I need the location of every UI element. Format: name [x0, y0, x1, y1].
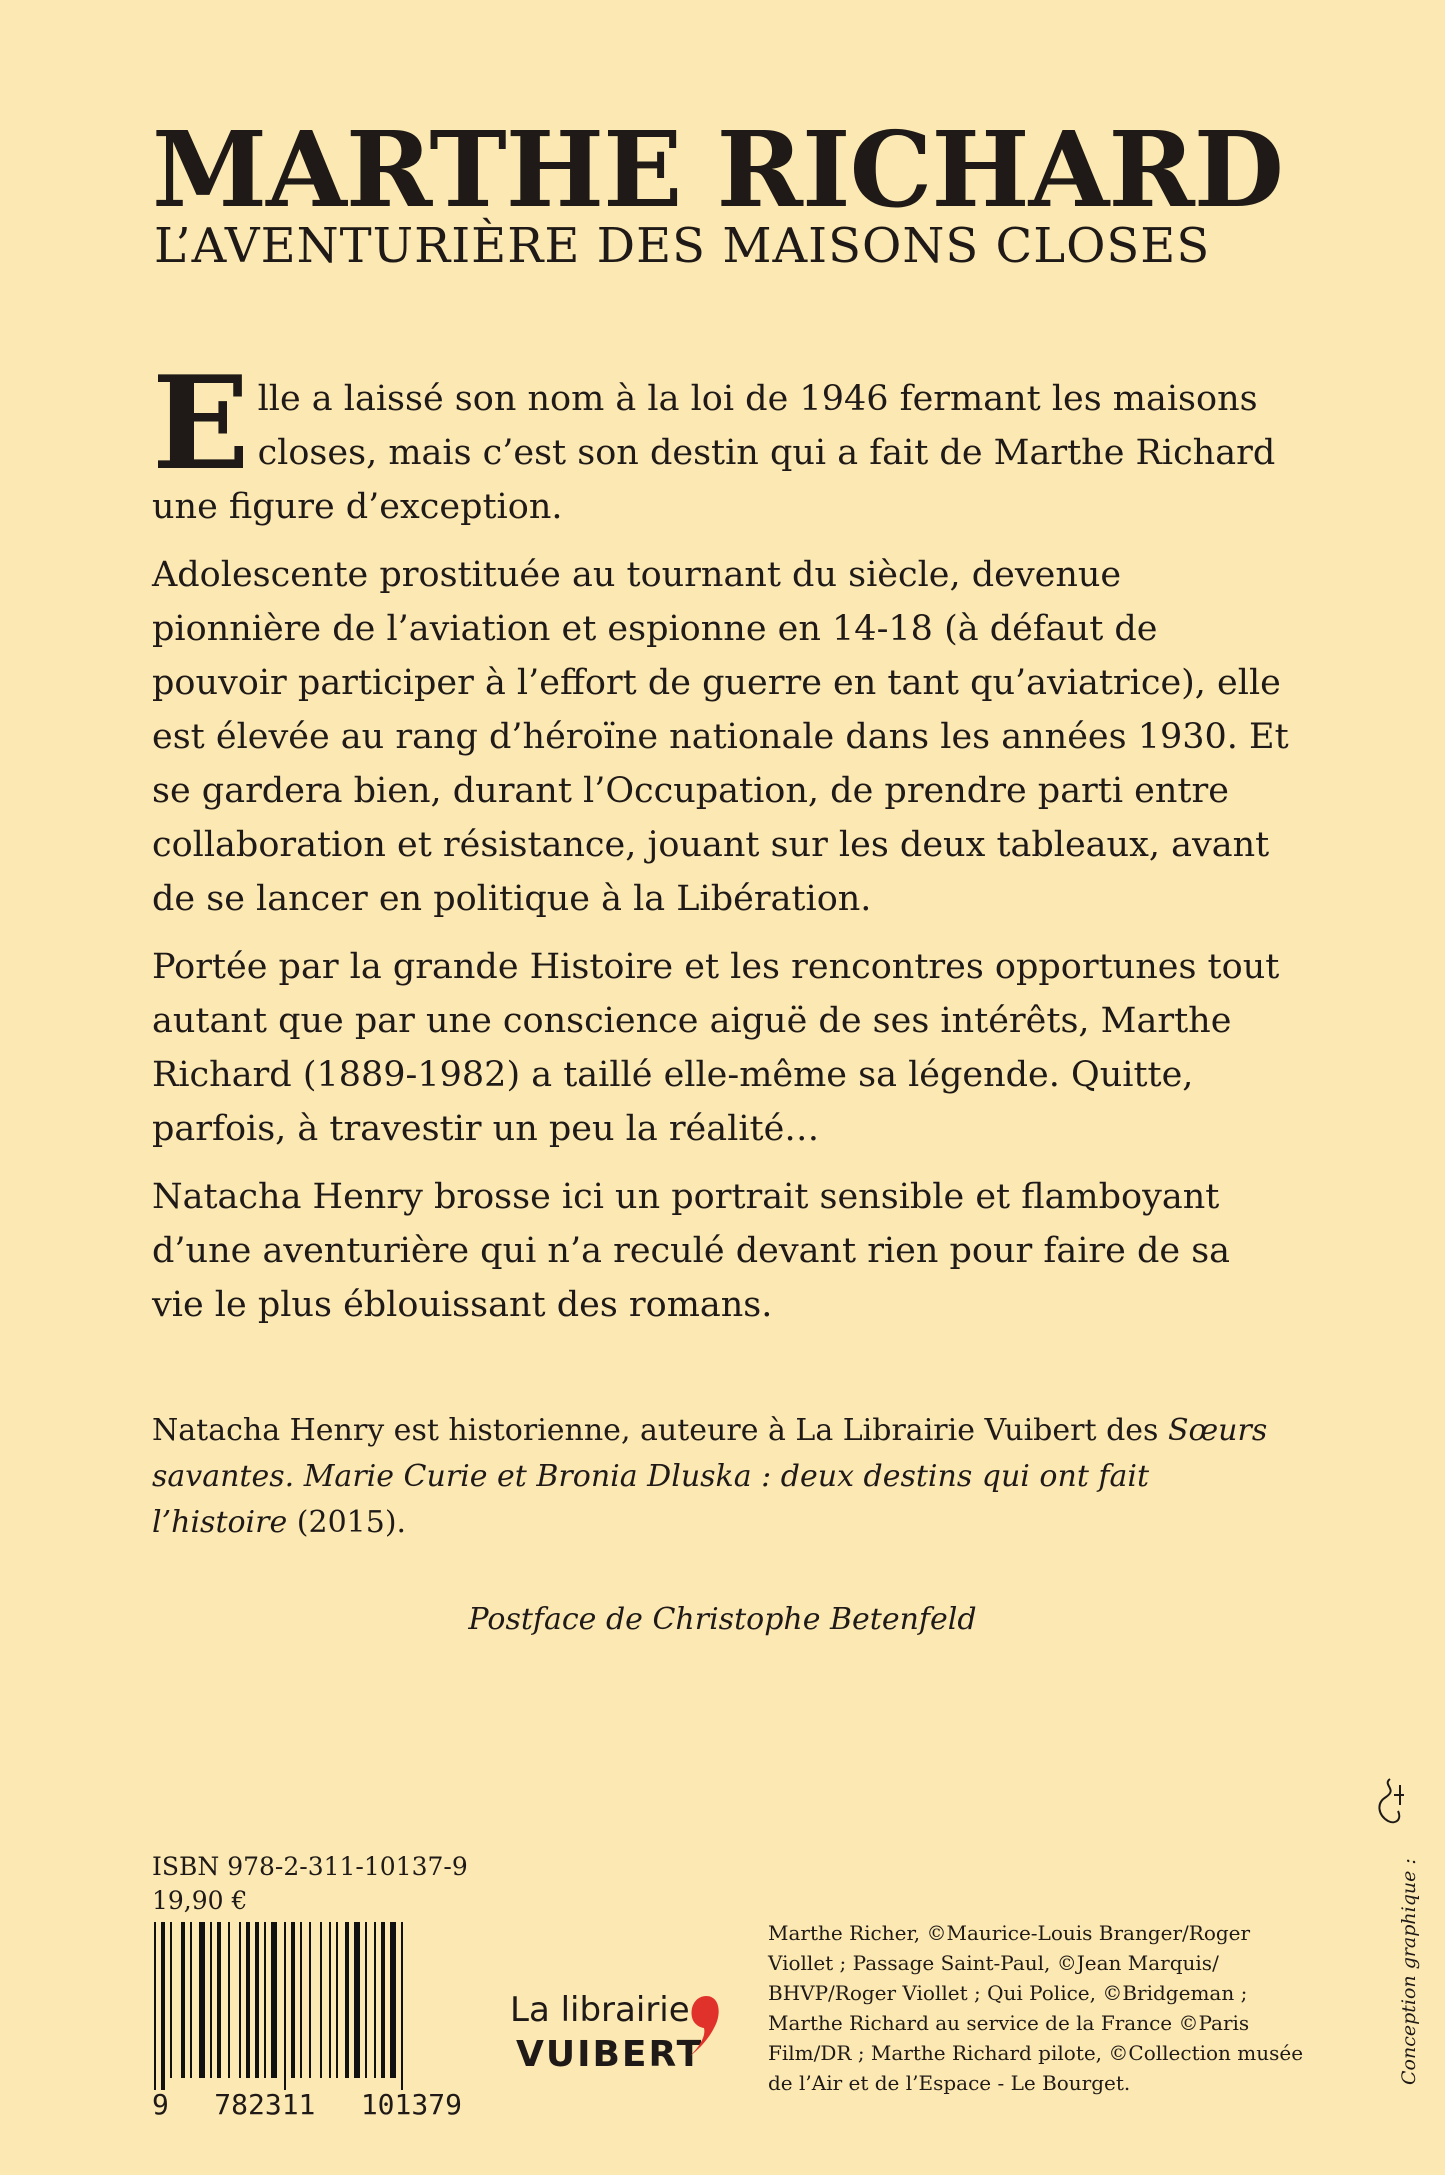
barcode-bar	[232, 1922, 238, 2078]
barcode-bar	[167, 1922, 169, 2078]
barcode-bar	[291, 1922, 295, 2078]
barcode-bar	[214, 1922, 216, 2078]
barcode-bar	[261, 1922, 263, 2078]
intro-paragraph	[152, 349, 1292, 534]
barcode-bar	[288, 1922, 290, 2090]
barcode-bar	[181, 1922, 185, 2078]
barcode-bar	[369, 1922, 373, 2078]
barcode-bar	[362, 1922, 364, 2078]
barcode-digit-group: 101379	[360, 2088, 462, 2121]
author-bio	[152, 1408, 1292, 1546]
barcode-digit-group: 782311	[214, 2088, 316, 2121]
barcode-bar	[320, 1922, 322, 2078]
author-bio-lead: Natacha Henry est historienne, auteure à La Librairie Vuibert des	[152, 1413, 1168, 1448]
barcode-bar	[170, 1922, 172, 2078]
barcode-bar	[268, 1922, 270, 2078]
postface-credit: Postface de Christophe Betenfeld	[468, 1602, 977, 1637]
barcode-bar	[207, 1922, 209, 2078]
isbn-block	[152, 1850, 468, 1918]
barcode-bar	[284, 1922, 286, 2090]
barcode-bar	[340, 1922, 344, 2078]
barcode	[152, 1922, 462, 2090]
barcode-bar	[336, 1922, 338, 2078]
barcode-bar	[390, 1922, 396, 2078]
barcode-bar	[378, 1922, 380, 2078]
publisher-logo-line2: VUIBERT	[516, 2034, 704, 2075]
barcode-bar	[194, 1922, 198, 2078]
barcode-bar	[398, 1922, 400, 2090]
blurb-paragraph: Adolescente prostituée au tournant du siècle, devenue pionnière de l’aviation et espionne en 14-18 (à défaut de pouvoir participer à l’effort de guerre en tant qu’aviatrice), elle est élevée au rang d’héroïne nationale dans les années 1930. Et se gardera bien, durant l’Occupation, de prendre parti entre collaboration et résistance, jouant sur les deux tableaux, avant de se lancer en politique à la Libération.	[152, 555, 1289, 919]
barcode-bar	[351, 1922, 353, 2078]
barcode-bar	[309, 1922, 311, 2078]
barcode-bar	[300, 1922, 302, 2078]
drop-cap: E	[152, 349, 250, 499]
barcode-bar	[161, 1922, 165, 2090]
barcode-bar	[387, 1922, 389, 2078]
barcode-bar	[252, 1922, 254, 2078]
publisher-logo-line1: La librairie	[510, 1990, 690, 2030]
price: 19,90 €	[152, 1886, 248, 1915]
blurb	[152, 349, 1292, 1346]
barcode-bar	[381, 1922, 385, 2078]
barcode-bar	[365, 1922, 367, 2078]
barcode-bar	[243, 1922, 245, 2078]
barcode-digit-group: 9	[152, 2088, 169, 2121]
barcode-bar	[345, 1922, 349, 2078]
barcode-bar	[271, 1922, 277, 2078]
barcode-bar	[199, 1922, 205, 2078]
book-subtitle: L’AVENTURIÈRE DES MAISONS CLOSES	[154, 218, 1211, 274]
barcode-bar	[297, 1922, 299, 2078]
barcode-bar	[228, 1922, 230, 2078]
publisher-comma-icon	[686, 1992, 726, 2062]
blurb-paragraph: Portée par la grande Histoire et les rencontres opportunes tout autant que par une conscience aiguë de ses intérêts, Marthe Richard (1889-1982) a taillé elle-même sa légende. Quitte, parfois, à travestir un peu la réalité…	[152, 947, 1280, 1149]
barcode-bar	[304, 1922, 308, 2078]
barcode-bar	[158, 1922, 160, 2090]
barcode-bar	[354, 1922, 360, 2078]
photo-credits: Marthe Richer, ©Maurice-Louis Branger/Roger Viollet ; Passage Saint-Paul, ©Jean Marquis/ BHVP/Roger Viollet ; Qui Police, ©Bridgeman ; Marthe Richard au service de la France ©Paris Film/DR ; Marthe Richard pilote, ©Collection musée de l’Air et de l’Espace - Le Bourget.	[768, 1921, 1304, 2095]
barcode-bar	[190, 1922, 192, 2078]
barcode-digits	[152, 2088, 462, 2121]
barcode-bar	[246, 1922, 250, 2078]
barcode-bar	[374, 1922, 376, 2078]
design-credit: Conception graphique :	[1398, 1858, 1420, 2085]
barcode-bar	[239, 1922, 241, 2078]
designer-signature-icon	[1368, 1775, 1412, 1835]
isbn-number: ISBN 978-2-311-10137-9	[152, 1852, 468, 1881]
barcode-bar	[405, 1922, 409, 2090]
author-bio-tail: (2015).	[287, 1505, 407, 1540]
barcode-bar	[223, 1922, 227, 2078]
barcode-bar	[217, 1922, 221, 2078]
barcode-bar	[333, 1922, 335, 2078]
barcode-bar	[187, 1922, 189, 2078]
barcode-bar	[329, 1922, 331, 2078]
intro-text: lle a laissé son nom à la loi de 1946 fermant les maisons closes, mais c’est son destin qui a fait de Marthe Richard une figure d’exception.	[152, 379, 1276, 527]
barcode-bar	[324, 1922, 328, 2078]
barcode-bar	[313, 1922, 319, 2078]
blurb-paragraph: Natacha Henry brosse ici un portrait sensible et flamboyant d’une aventurière qui n’a reculé devant rien pour faire de sa vie le plus éblouissant des romans.	[152, 1177, 1231, 1325]
barcode-bar	[174, 1922, 180, 2078]
publisher-logo	[510, 1990, 730, 2100]
barcode-bar	[255, 1922, 259, 2078]
barcode-bar	[401, 1922, 403, 2090]
book-title: MARTHE RICHARD	[152, 108, 1283, 231]
author-previous-book: Sœurs savantes. Marie Curie et Bronia Dluska : deux destins qui ont fait l’histoire	[152, 1413, 1268, 1540]
barcode-bar	[264, 1922, 266, 2078]
barcode-bar	[210, 1922, 212, 2078]
barcode-bar	[279, 1922, 283, 2090]
barcode-bar	[154, 1922, 156, 2090]
